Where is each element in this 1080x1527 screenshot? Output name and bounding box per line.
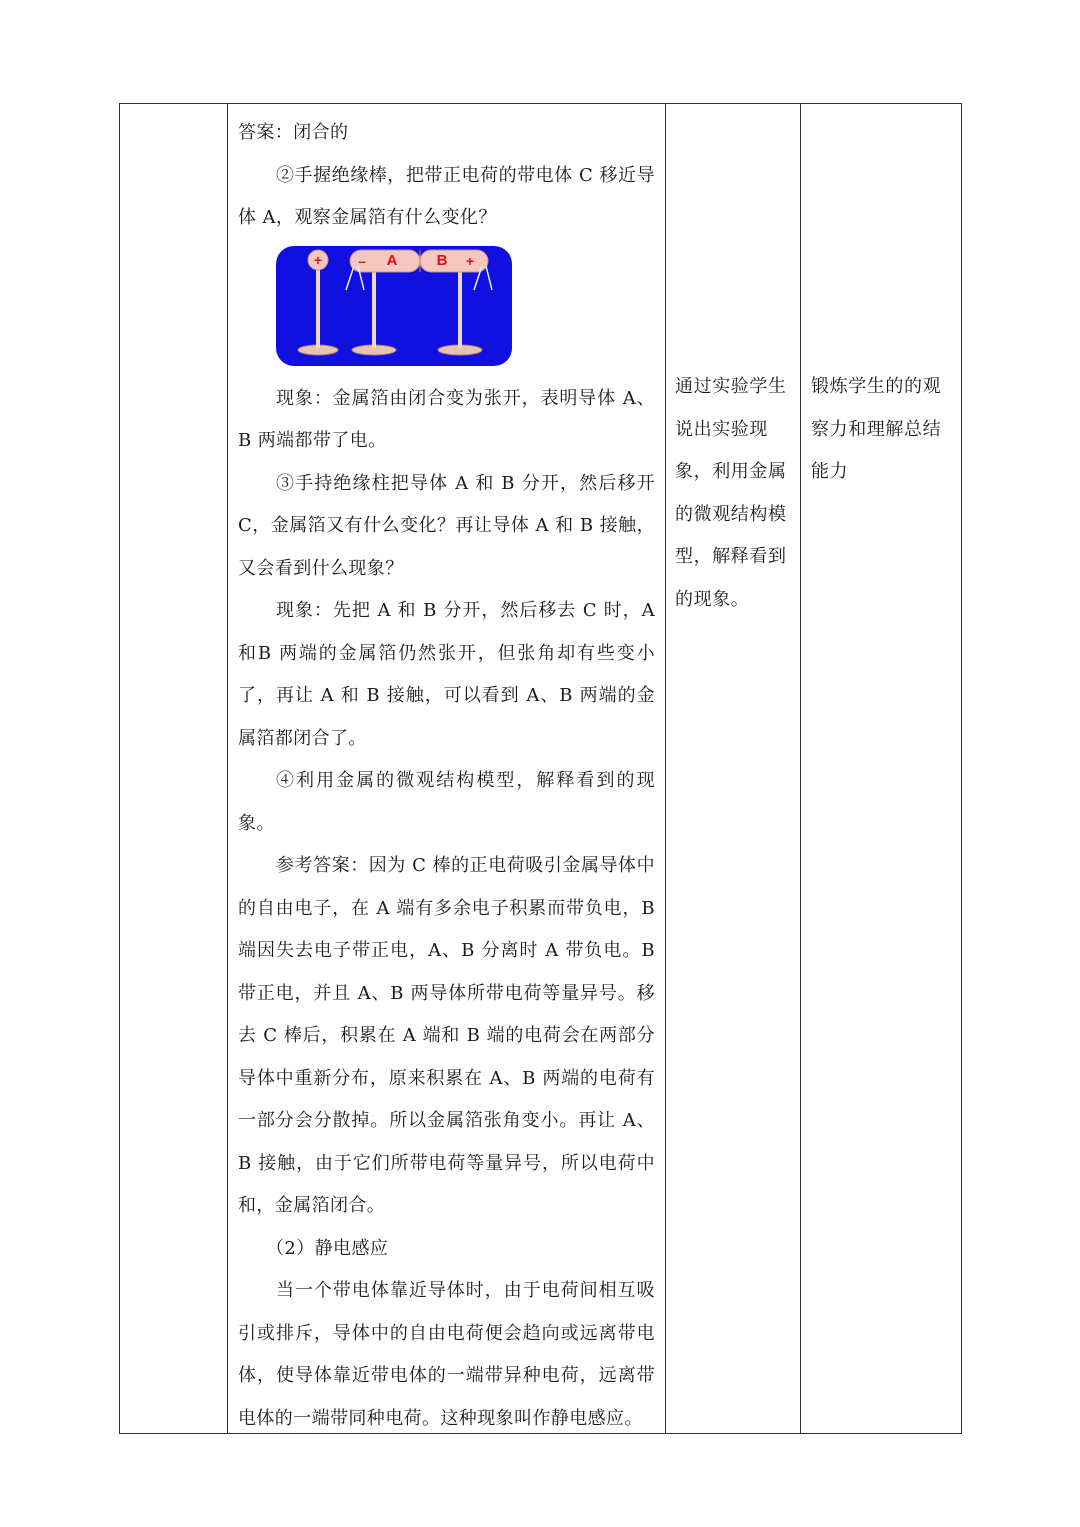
pole-a (372, 272, 376, 348)
conductor-b (420, 250, 488, 272)
label-a: A (386, 251, 398, 269)
teaching-content-column (228, 104, 665, 1433)
reference-answer-text: 参考答案：因为 C 棒的正电荷吸引金属导体中的自由电子，在 A 端有多余电子积累而带负电，B 端因失去电子带正电，A、B 分离时 A 带负电。B 带正电，并且 A、B 两导体所带电荷等量异号。移去 C 棒后，积累在 A 端和 B 端的电荷会在两部分导体中重新分布，原来积累在 A、B 两端的电荷有一部分会分散掉。所以金属箔张角变小。再让 A、B 接触，由于它们所带电荷等量异号，所以电荷中和，金属箔闭合。 (238, 855, 655, 1216)
definition-text: 当一个带电体靠近导体时，由于电荷间相互吸引或排斥，导体中的自由电荷便会趋向或远离带电体，使导体靠近带电体的一端带异种电荷，远离带电体的一端带同种电荷。这种现象叫作静电感应。 (238, 1280, 655, 1429)
plus-sign-b: + (465, 252, 475, 269)
plus-sign-c: + (313, 251, 323, 268)
label-b: B (436, 251, 448, 269)
phenomenon-2-text: 现象：先把 A 和 B 分开，然后移去 C 时，A 和B 两端的金属箔仍然张开，但张角却有些变小了，再让 A 和 B 接触，可以看到 A、B 两端的金属箔都闭合了。 (238, 600, 655, 749)
answer-text: 答案：闭合的 (238, 122, 349, 143)
phenomenon-1-text: 现象：金属箔由闭合变为张开，表明导体 A、B 两端都带了电。 (238, 387, 655, 451)
step-4-text: ④利用金属的微观结构模型，解释看到的现象。 (238, 770, 655, 834)
minus-sign-a: – (358, 252, 366, 269)
pole-c (316, 266, 320, 348)
design-intent-column (801, 104, 963, 1433)
section-heading: （2）静电感应 (266, 1237, 389, 1259)
lesson-table (119, 103, 962, 1434)
design-intent-text: 锻炼学生的的观察力和理解总结能力 (811, 376, 942, 482)
electrostatic-experiment-figure (276, 246, 512, 366)
student-activity-text: 通过实验学生说出实验现象，利用金属的微观结构模型，解释看到的现象。 (675, 376, 787, 610)
student-activity-column (666, 104, 800, 1433)
step-3-text: ③手持绝缘柱把导体 A 和 B 分开，然后移开 C，金属箔又有什么变化？再让导体 A 和 B 接触，又会看到什么现象？ (238, 472, 655, 579)
pole-b (458, 272, 462, 348)
step-2-text: ②手握绝缘棒，把带正电荷的带电体 C 移近导体 A，观察金属箔有什么变化？ (238, 164, 655, 228)
